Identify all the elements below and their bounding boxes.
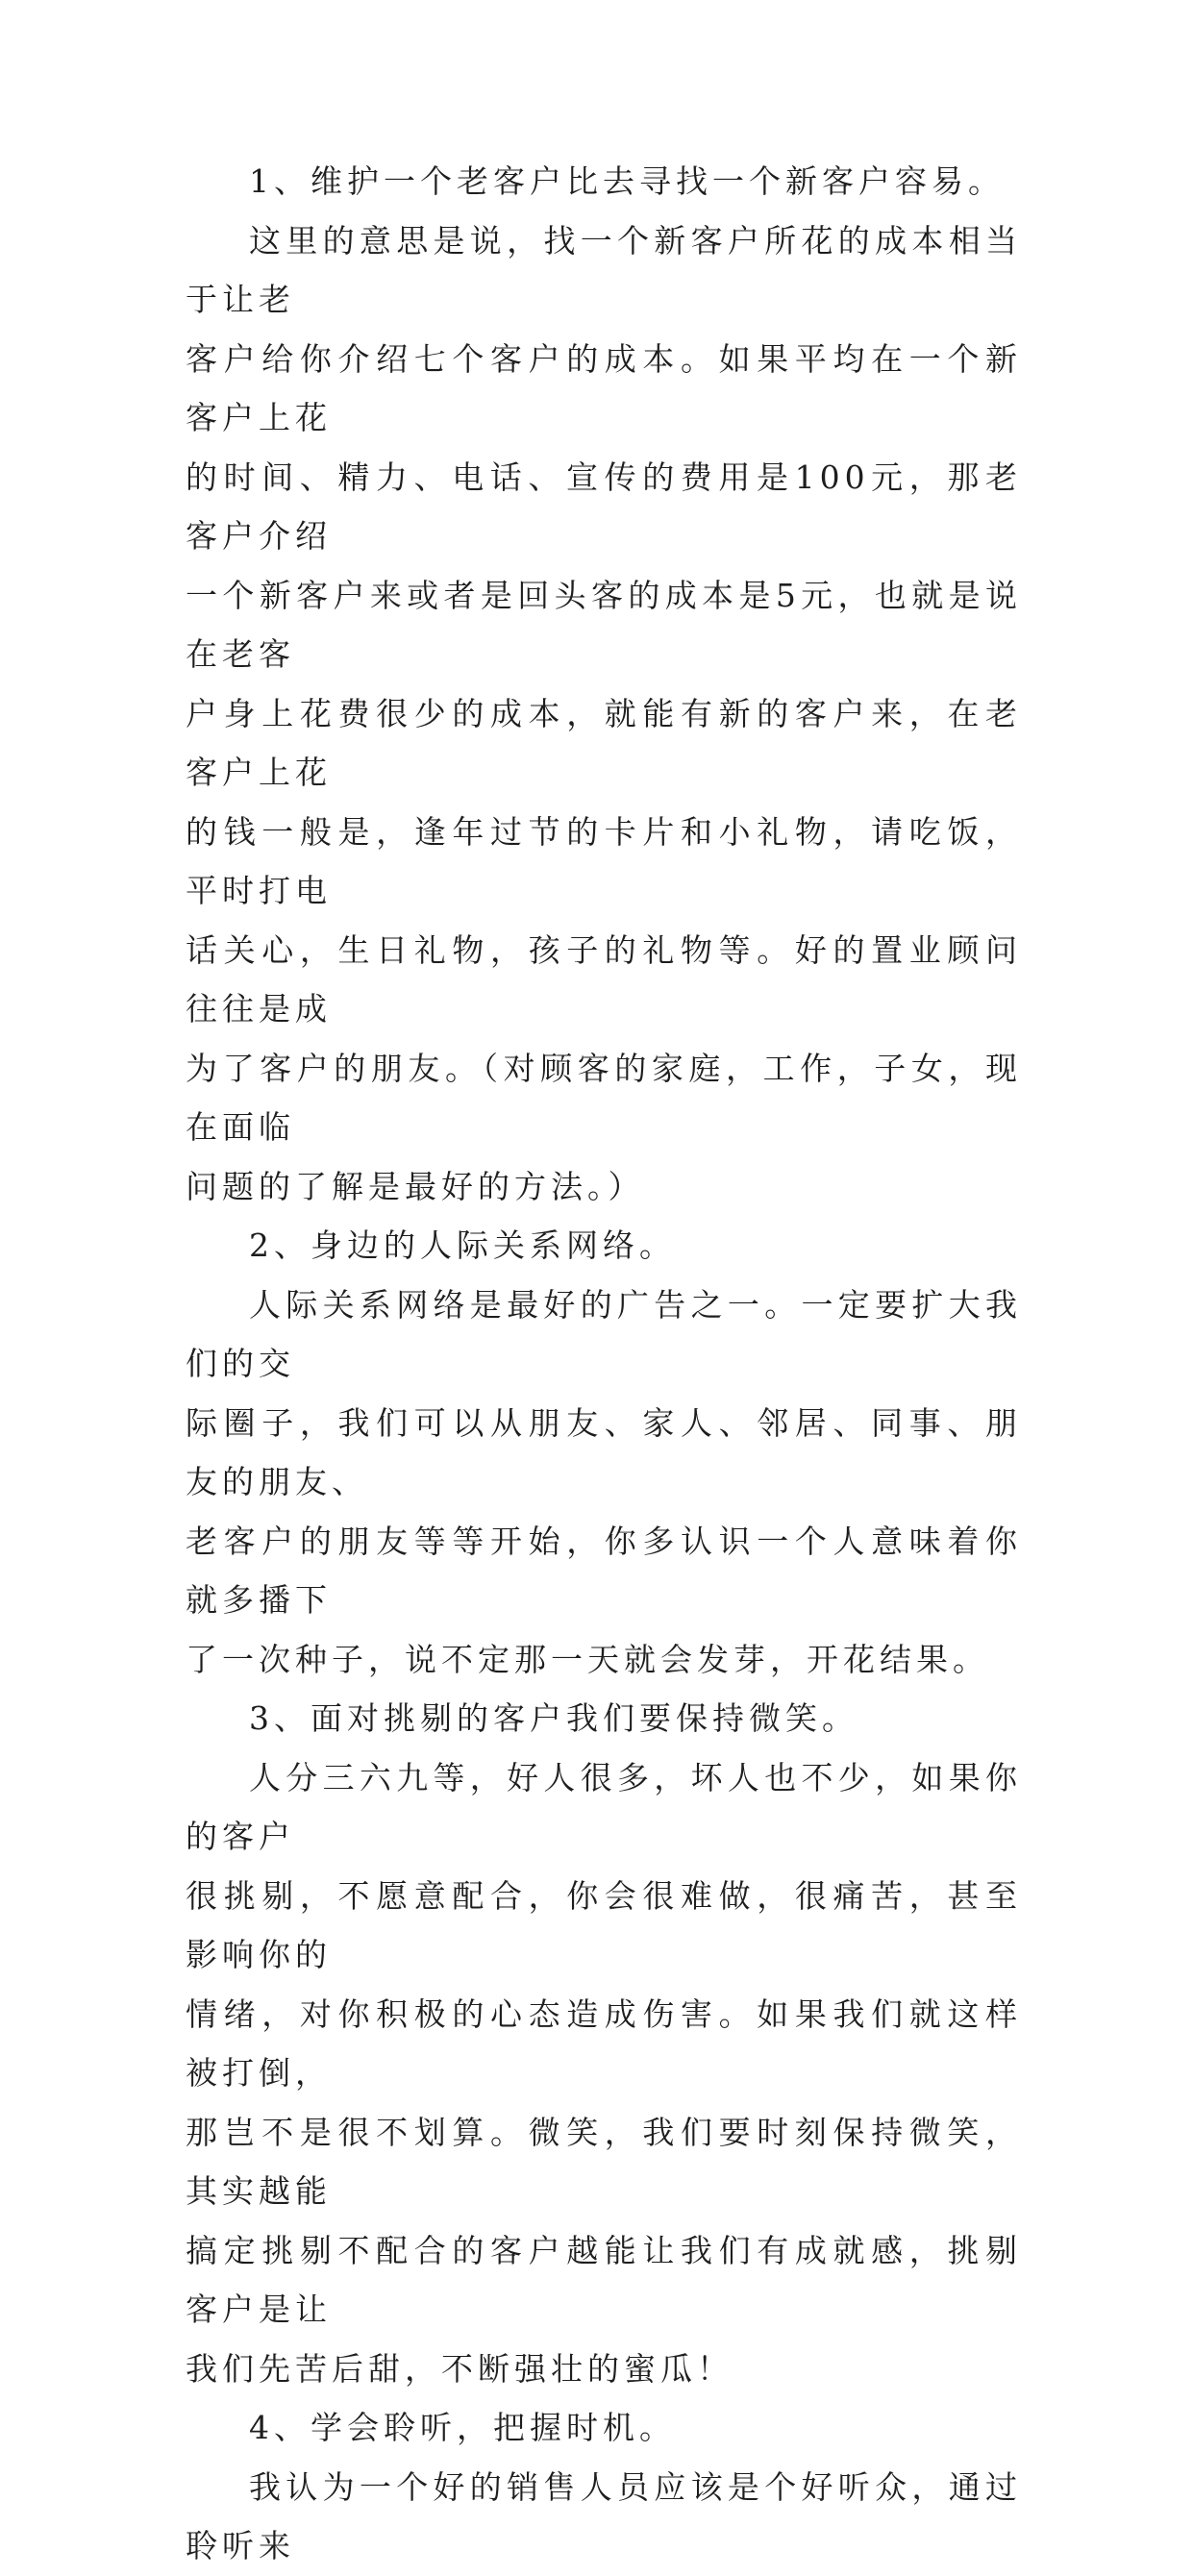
paragraph-body-1: 这里的意思是说，找一个新客户所花的成本相当于让老 客户给你介绍七个客户的成本。如果平均在一个新客户上花 的时间、精力、电话、宣传的费用是100元，那老客户介绍 一个新客户来或者是回头客的成本是5元，也就是说在老客 户身上花费很少的成本，就能有新的客户来，在老客户上花 的钱一般是，逢年过节的卡片和小礼物，请吃饭，平时打电 话关心，生日礼物，孩子的礼物等。好的置业顾问往往是成 为了客户的朋友。（对顾客的家庭，工作，子女，现在面临 问题的了解是最好的方法。） [186,221,1022,1205]
paragraph-heading-3: 3、面对挑剔的客户我们要保持微笑。 [249,1699,858,1737]
document-body [186,152,1022,2576]
paragraph-body-3: 人分三六九等，好人很多，坏人也不少，如果你的客户 很挑剔，不愿意配合，你会很难做，很痛苦，甚至影响你的 情绪，对你积极的心态造成伤害。如果我们就这样被打倒， 那岂不是很不划算。微笑，我们要时刻保持微笑，其实越能 搞定挑剔不配合的客户越能让我们有成就感，挑剔客户是让 我们先苦后甜，不断强壮的蜜瓜！ [186,1758,1022,2388]
paragraph-body-4: 我认为一个好的销售人员应该是个好听众，通过聆听来 [186,2467,1022,2564]
paragraph-heading-2: 2、身边的人际关系网络。 [249,1226,676,1264]
paragraph-heading-4: 4、学会聆听，把握时机。 [249,2409,676,2446]
paragraph-body-2: 人际关系网络是最好的广告之一。一定要扩大我们的交 际圈子，我们可以从朋友、家人、邻居、同事、朋友的朋友、 老客户的朋友等等开始，你多认识一个人意味着你就多播下 了一次种子，说不定那一天就会发芽，开花结果。 [186,1285,1022,1678]
paragraph-heading-1: 1、维护一个老客户比去寻找一个新客户容易。 [249,162,1005,200]
